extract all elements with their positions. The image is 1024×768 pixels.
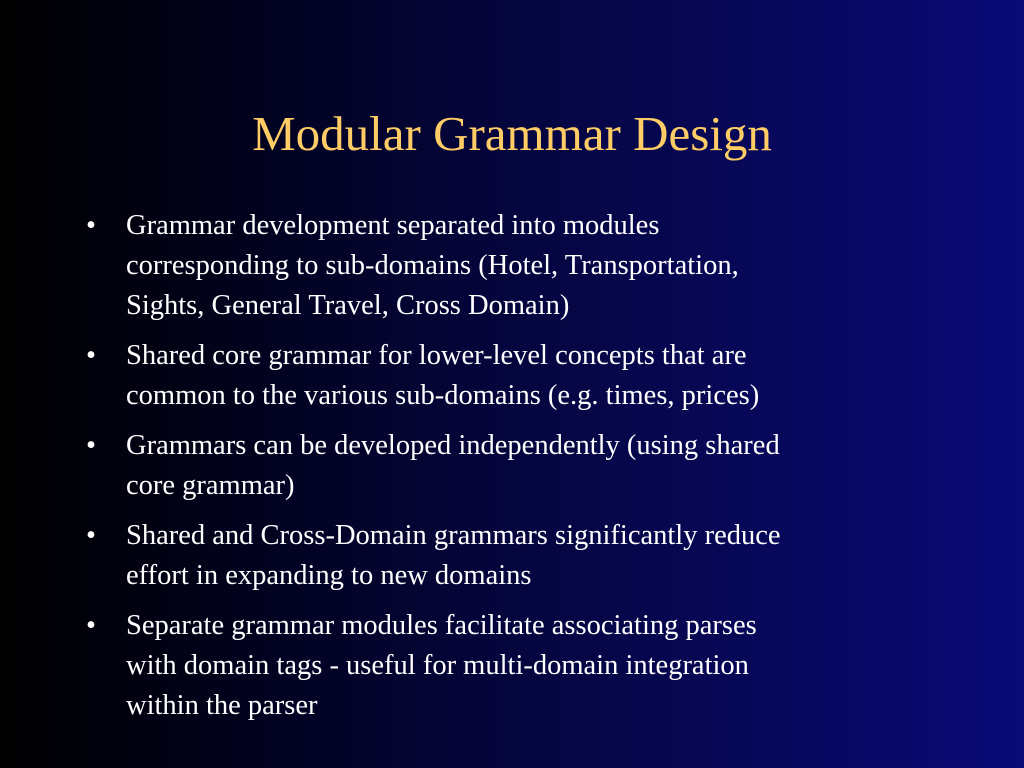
bullet-text-line: Sights, General Travel, Cross Domain): [126, 290, 570, 321]
bullet-item: [86, 336, 966, 416]
bullet-text-line: within the parser: [126, 690, 318, 721]
bullet-icon: •: [86, 430, 96, 461]
bullet-text-line: corresponding to sub-domains (Hotel, Transportation,: [126, 250, 739, 281]
bullet-icon: •: [86, 210, 96, 241]
bullet-text-line: with domain tags - useful for multi-domain integration: [126, 650, 749, 681]
bullet-icon: •: [86, 340, 96, 371]
bullet-list: [86, 206, 966, 736]
bullet-icon: •: [86, 520, 96, 551]
bullet-icon: •: [86, 610, 96, 641]
bullet-text-line: Grammar development separated into modules: [126, 210, 660, 241]
bullet-text-line: common to the various sub-domains (e.g. times, prices): [126, 380, 760, 411]
bullet-item: [86, 426, 966, 506]
bullet-text-line: Shared core grammar for lower-level concepts that are: [126, 340, 747, 371]
bullet-text-line: effort in expanding to new domains: [126, 560, 532, 591]
bullet-item: [86, 606, 966, 726]
bullet-item: [86, 206, 966, 326]
bullet-text-line: Grammars can be developed independently (using shared: [126, 430, 780, 461]
bullet-text-line: core grammar): [126, 470, 295, 501]
bullet-item: [86, 516, 966, 596]
slide-title: Modular Grammar Design: [252, 106, 772, 161]
bullet-text-line: Separate grammar modules facilitate associating parses: [126, 610, 757, 641]
bullet-text-line: Shared and Cross-Domain grammars significantly reduce: [126, 520, 781, 551]
